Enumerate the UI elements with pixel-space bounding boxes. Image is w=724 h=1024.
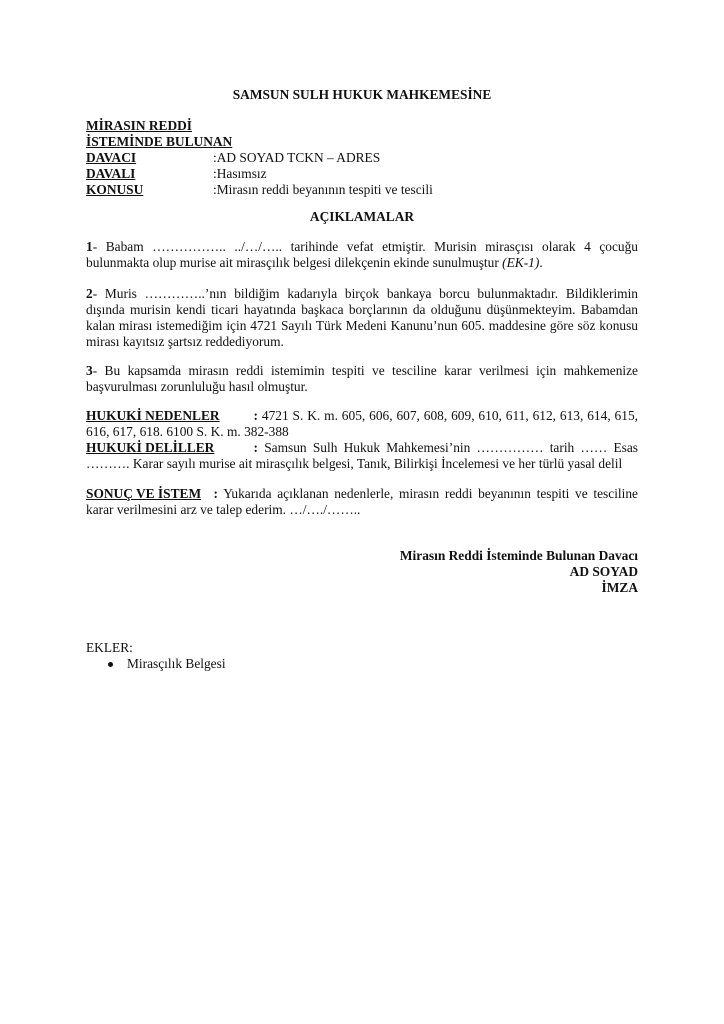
legal-reasons-text: 4721 S. K. m. 605, 606, 607, 608, 609, 610, 611, 612, 613, 614, 615, 616, 617, 618. 6100 S. K. m. 382-388 xyxy=(86,408,638,439)
signature-line1: Mirasın Reddi İsteminde Bulunan Davacı xyxy=(399,548,638,563)
court-heading: SAMSUN SULH HUKUK MAHKEMESİNE xyxy=(232,87,492,102)
party-label: DAVACI xyxy=(86,150,137,165)
party-sep: : xyxy=(213,182,217,197)
signature-name: AD SOYAD xyxy=(569,564,638,579)
item-text: - Babam …………….. ../…/….. tarihinde vefat etmiştir. Murisin mirasçısı olarak 4 çocuğu bulunmakta olup murise ait mirasçılık belgesi dilekçenin ekinde sunulmuştur xyxy=(86,239,638,270)
conclusion-text: Yukarıda açıklanan nedenlerle, mirasın reddi beyanının tespiti ve tesciline karar verilmesini arz ve talep ederim. …/…./…….. xyxy=(86,486,638,517)
party-value: AD SOYAD TCKN – ADRES xyxy=(216,150,381,165)
attachment-label: Mirasçılık Belgesi xyxy=(127,656,226,671)
party-label: KONUSU xyxy=(86,182,144,197)
explanation-item-3 xyxy=(86,363,638,395)
item-number: 3 xyxy=(86,363,93,378)
explanation-item-2 xyxy=(86,286,638,350)
party-sep: : xyxy=(213,166,217,181)
party-sep: : xyxy=(213,150,217,165)
explanation-item-1 xyxy=(86,239,638,271)
party-label: DAVALI xyxy=(86,166,136,181)
party-value: Mirasın reddi beyanının tespiti ve tescili xyxy=(216,182,433,197)
signature-label: İMZA xyxy=(601,580,638,595)
conclusion xyxy=(86,486,638,518)
party-row-konusu xyxy=(86,182,433,198)
party-value: Hasımsız xyxy=(216,166,267,181)
legal-evidence xyxy=(86,440,638,472)
party-row-davaci xyxy=(86,150,380,166)
parties-title-line1: MİRASIN REDDİ xyxy=(86,118,193,133)
attachments-heading: EKLER: xyxy=(86,640,133,655)
legal-evidence-label: HUKUKİ DELİLLER : xyxy=(86,440,258,455)
legal-evidence-text: Samsun Sulh Hukuk Mahkemesi’nin …………… tarih …… Esas ………. Karar sayılı murise ait mirasçılık belgesi, Tanık, Bilirkişi İncelemesi ve her türlü yasal delil xyxy=(86,440,638,471)
item-text: - Muris …………..’nın bildiğim kadarıyla birçok bankaya borcu bulunmaktadır. Bildiklerimin dışında murisin kendi ticari hayatında başkaca borçlarının da olduğunu düşünmekteyim. Babamdan kalan mirası istemediğim için 4721 Sayılı Türk Medeni Kanunu’nun 605. maddesine göre söz konusu mirası kayıtsız şartsız reddediyorum. xyxy=(86,286,638,349)
bullet-icon xyxy=(108,662,113,667)
item-text-end: . xyxy=(539,255,543,270)
legal-reasons xyxy=(86,408,638,440)
item-number: 2 xyxy=(86,286,93,301)
parties-title-line2: İSTEMİNDE BULUNAN xyxy=(86,134,233,149)
item-reference: (EK-1) xyxy=(502,255,540,270)
legal-reasons-label: HUKUKİ NEDENLER : xyxy=(86,408,258,423)
explanations-heading: AÇIKLAMALAR xyxy=(309,209,415,224)
attachment-item xyxy=(108,656,226,672)
party-row-davali xyxy=(86,166,267,182)
item-number: 1 xyxy=(86,239,93,254)
conclusion-label: SONUÇ VE İSTEM : xyxy=(86,486,218,501)
item-text: - Bu kapsamda mirasın reddi istemimin tespiti ve tesciline karar verilmesi için mahkemenize başvurulması zorunluluğu hasıl olmuştur. xyxy=(86,363,638,394)
